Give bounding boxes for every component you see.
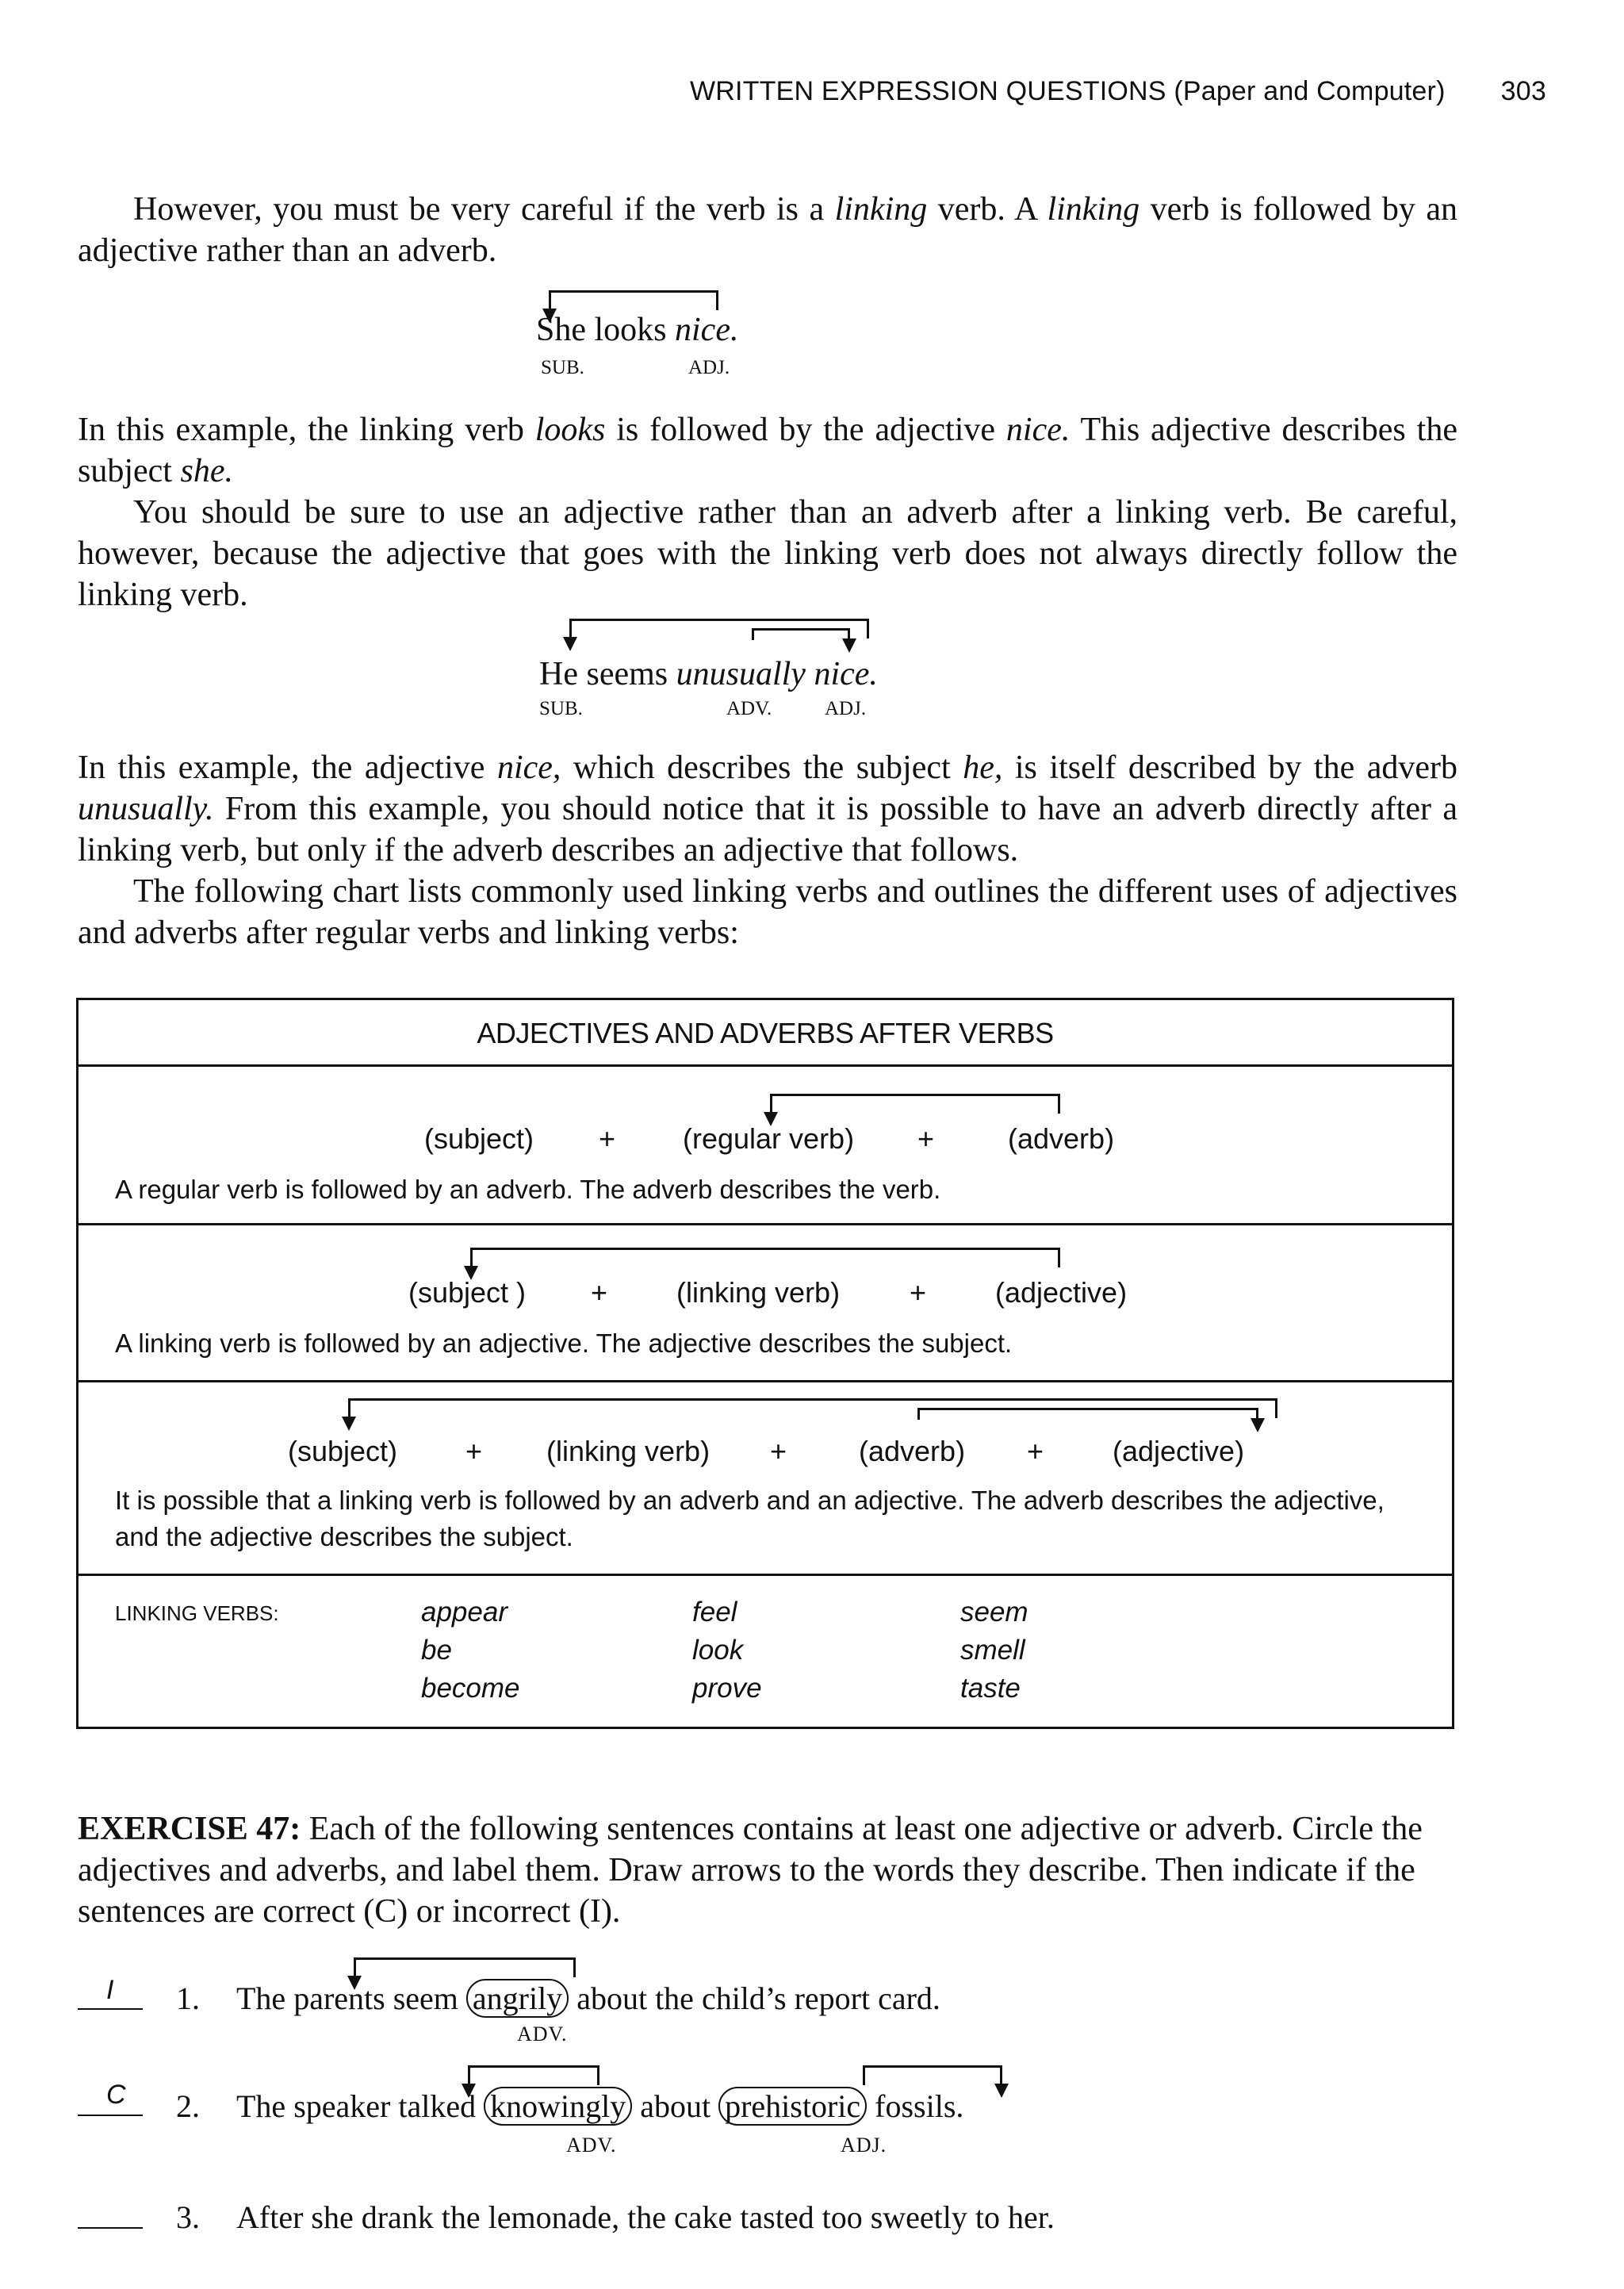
label-adv: ADV.	[566, 2134, 617, 2157]
exercise-arrow	[863, 2065, 1002, 2085]
linking-verb: feel	[692, 1597, 737, 1628]
chart-arrow	[470, 1248, 1060, 1267]
linking-verb: prove	[692, 1673, 762, 1704]
label-adv: ADV.	[517, 2023, 568, 2046]
chart-row-linking-verbs-list	[79, 1576, 1452, 1727]
chart-arrow	[917, 1408, 1258, 1420]
example-arrow	[752, 628, 850, 640]
label-sub: SUB.	[541, 357, 584, 378]
answer-line[interactable]	[78, 2195, 143, 2229]
italic-term: unusually.	[78, 791, 214, 827]
formula-linking-verb: (linking verb)	[546, 1435, 710, 1467]
formula-plus: +	[591, 1276, 608, 1309]
formula-adverb: (adverb)	[1008, 1122, 1115, 1155]
text: She looks	[536, 312, 676, 348]
italic-term: linking	[1047, 191, 1140, 228]
example-arrow	[549, 290, 718, 310]
formula-adjective: (adjective)	[1113, 1435, 1245, 1467]
text: In this example, the adjective	[78, 750, 497, 786]
paragraph-linking-intro	[78, 189, 1457, 271]
exercise-sentence-2	[236, 2088, 963, 2125]
linking-verb: appear	[421, 1597, 508, 1628]
chart-title: ADJECTIVES AND ADVERBS AFTER VERBS	[79, 1000, 1452, 1067]
paragraph-adverb-before-adjective	[78, 747, 1457, 871]
italic-term: nice.	[1005, 412, 1071, 448]
linking-verb: become	[421, 1673, 520, 1704]
linking-verb: smell	[960, 1635, 1025, 1666]
item-number: 2.	[176, 2088, 200, 2124]
italic-term: she.	[180, 453, 233, 489]
formula-subject: (subject )	[408, 1276, 527, 1309]
formula-plus: +	[910, 1276, 927, 1309]
header-title: WRITTEN EXPRESSION QUESTIONS (Paper and Computer)	[690, 76, 1446, 106]
label-adj: ADJ.	[688, 357, 730, 378]
exercise-arrow	[468, 2065, 599, 2085]
exercise-arrow	[354, 1957, 576, 1977]
example-sentence-1	[536, 311, 738, 349]
italic-term: nice.	[675, 312, 739, 348]
italic-term: looks	[534, 412, 606, 448]
page-number: 303	[1500, 76, 1546, 106]
text: verb. A	[927, 191, 1048, 228]
formula-plus: +	[917, 1122, 935, 1155]
italic-term: linking	[834, 191, 928, 228]
circled-word: prehistoric	[718, 2087, 867, 2126]
linking-verbs-label: LINKING VERBS:	[115, 1601, 279, 1625]
formula-plus: +	[1027, 1435, 1044, 1467]
answer-mark: I	[106, 1975, 114, 2005]
text: about the child’s report card.	[569, 1980, 940, 2016]
formula-subject: (subject)	[288, 1435, 398, 1467]
example-sentence-2	[539, 655, 878, 693]
formula-adjective: (adjective)	[995, 1276, 1128, 1309]
chart-row-description: It is possible that a linking verb is followed by an adverb and an adjective. The adverb describes the adjective, and the adjective describes the subject.	[115, 1486, 1385, 1551]
chart-arrow	[770, 1094, 1060, 1114]
item-number: 1.	[176, 1980, 200, 2016]
text: fossils.	[867, 2088, 964, 2124]
italic-term: nice,	[496, 750, 561, 786]
formula-subject: (subject)	[424, 1122, 534, 1155]
exercise-label: EXERCISE 47:	[78, 1811, 301, 1847]
italic-term: nice.	[805, 656, 878, 692]
chart-row-description: A regular verb is followed by an adverb. The adverb describes the verb.	[115, 1175, 941, 1204]
formula-regular-verb: (regular verb)	[683, 1122, 855, 1155]
linking-verb: seem	[960, 1597, 1028, 1628]
exercise-sentence-1	[236, 1980, 940, 2017]
text: is followed by the adjective	[605, 412, 1006, 448]
text: The speaker talked	[236, 2088, 485, 2124]
formula-plus: +	[465, 1435, 483, 1467]
linking-verb: be	[421, 1635, 452, 1666]
chart-row-regular-verb	[79, 1067, 1452, 1225]
exercise-sentence-3: After she drank the lemonade, the cake tasted too sweetly to her.	[236, 2199, 1055, 2235]
linking-verbs-column-1	[421, 1593, 520, 1708]
text: The parents seem	[236, 1980, 466, 2016]
formula-adverb: (adverb)	[859, 1435, 966, 1467]
paragraph-be-careful: You should be sure to use an adjective rather than an adverb after a linking verb. Be careful, however, because the adjective that goes with the linking verb does not always directly follow the linking verb.	[78, 494, 1457, 613]
italic-term: unusually	[676, 656, 806, 692]
exercise-instructions	[78, 1808, 1457, 1932]
text: He seems	[539, 656, 676, 692]
linking-verbs-column-2	[692, 1593, 762, 1708]
italic-term: he,	[963, 750, 1003, 786]
adjectives-adverbs-chart	[76, 998, 1454, 1729]
label-adj: ADJ.	[825, 698, 867, 719]
circled-word: angrily	[466, 1979, 569, 2018]
linking-verb: look	[692, 1635, 744, 1666]
paragraph-example-explained	[78, 409, 1457, 492]
formula-plus: +	[770, 1435, 787, 1467]
label-adv: ADV.	[726, 698, 772, 719]
paragraph-chart-intro: The following chart lists commonly used linking verbs and outlines the different uses of adjectives and adverbs after regular verbs and linking verbs:	[78, 873, 1457, 951]
circled-word: knowingly	[484, 2087, 632, 2126]
text: Each of the following sentences contains at least one adjective or adverb. Circle the adjectives and adverbs, and label them. Draw arrows to the words they describe. Then indicate if the sentences are correct (C) or incorrect (I).	[78, 1811, 1423, 1930]
text: In this example, the linking verb	[78, 412, 535, 448]
text: From this example, you should notice that it is possible to have an adverb directly after a linking verb, but only if the adverb describes an adjective that follows.	[78, 791, 1457, 868]
text: This adjective describes the subject	[78, 412, 1457, 489]
chart-row-linking-adverb-adjective	[79, 1382, 1452, 1576]
answer-mark: C	[106, 2080, 126, 2110]
text: which describes the subject	[561, 750, 963, 786]
item-number: 3.	[176, 2199, 200, 2235]
running-head	[690, 76, 1546, 107]
formula-linking-verb: (linking verb)	[676, 1276, 841, 1309]
text: about	[632, 2088, 719, 2124]
chart-row-description: A linking verb is followed by an adjective. The adjective describes the subject.	[115, 1329, 1013, 1358]
text: is itself described by the adverb	[1002, 750, 1457, 786]
linking-verb: taste	[960, 1673, 1021, 1704]
label-adj: ADJ.	[841, 2134, 887, 2157]
chart-row-linking-verb	[79, 1225, 1452, 1382]
label-sub: SUB.	[539, 698, 583, 719]
linking-verbs-column-3	[960, 1593, 1028, 1708]
text: However, you must be very careful if the verb is a	[133, 191, 835, 228]
formula-plus: +	[599, 1122, 616, 1155]
text: verb is followed by an adjective rather than an adverb.	[78, 191, 1457, 269]
